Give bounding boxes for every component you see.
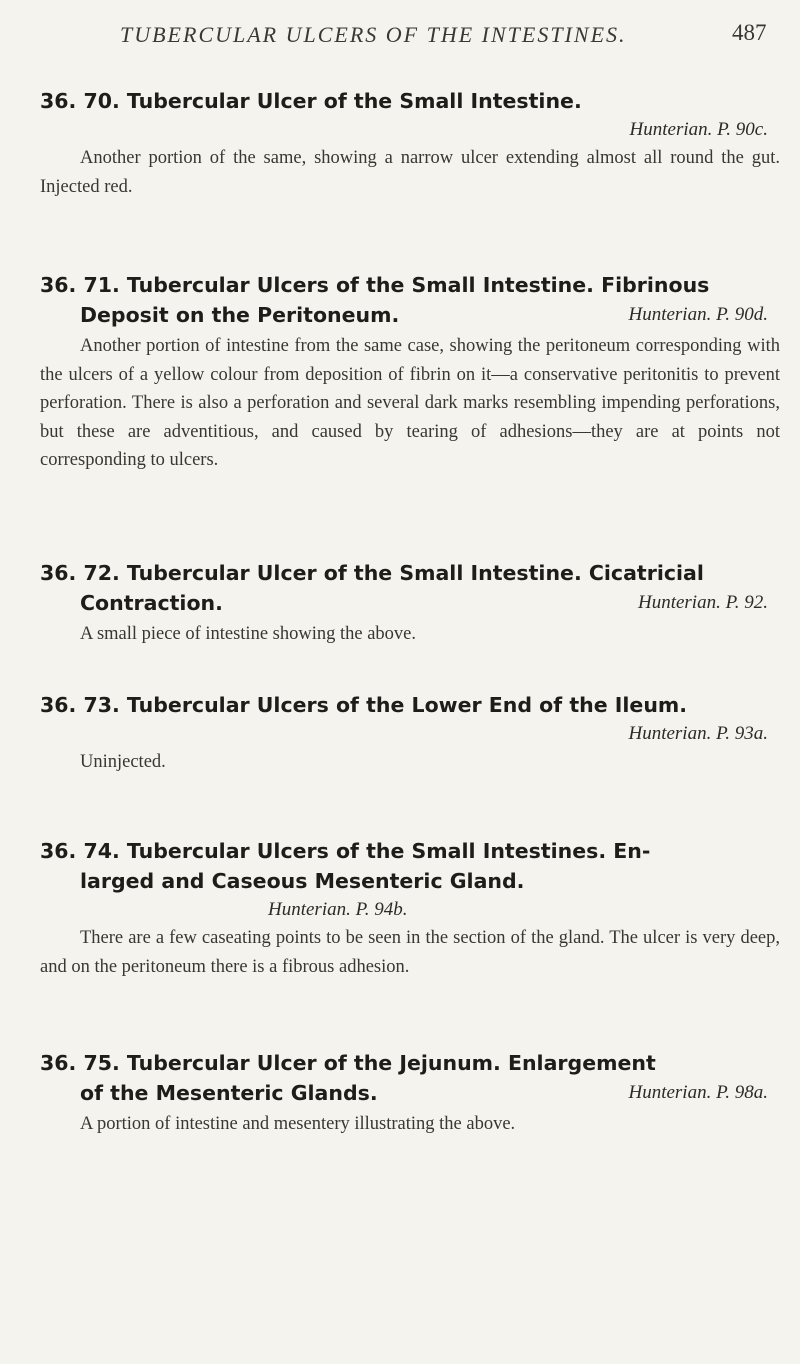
entry-description: Another portion of intestine from the same case, showing the peritoneum corresponding with the ulcers of a yellow colour from deposition of fibrin on it—a conservative peritonitis to prevent perforation. There is also a perforation and several dark marks resembling impending perforations, but these are adventitious, and caused by tearing of adhesions—they are at points not corresponding to ulcers. bbox=[40, 336, 780, 470]
entry-title-text: Tubercular Ulcer of the Jejunum. Enlargement bbox=[126, 1051, 656, 1075]
entry-reference: Hunterian. P. 98a. bbox=[628, 1082, 768, 1103]
entry-title-continued bbox=[40, 300, 780, 330]
entry-reference: Hunterian. P. 93a. bbox=[628, 723, 768, 744]
catalogue-entry bbox=[40, 690, 780, 777]
entry-number: 36. 75. bbox=[40, 1051, 120, 1075]
entry-reference: Hunterian. P. 92. bbox=[637, 592, 768, 613]
entry-reference: Hunterian. P. 94b. bbox=[268, 899, 408, 920]
entry-title-text: Tubercular Ulcer of the Small Intestine. bbox=[126, 89, 582, 113]
entry-title bbox=[40, 558, 780, 618]
entry-title bbox=[40, 270, 780, 330]
entry-title bbox=[40, 1048, 780, 1108]
entry-number: 36. 72. bbox=[40, 561, 120, 585]
entry-title-text: Tubercular Ulcers of the Small Intestines. En- bbox=[126, 839, 651, 863]
catalogue-entry bbox=[40, 1048, 780, 1139]
entry-title-text-line2: Contraction. bbox=[80, 591, 223, 615]
entry-number: 36. 73. bbox=[40, 693, 120, 717]
entry-title-text: Tubercular Ulcers of the Small Intestine. Fibrinous bbox=[126, 273, 710, 297]
entry-title bbox=[40, 836, 780, 896]
entry-title-continued bbox=[40, 1078, 780, 1108]
entry-title-continued: larged and Caseous Mesenteric Gland. bbox=[80, 869, 525, 893]
entry-title-text: Tubercular Ulcer of the Small Intestine. Cicatricial bbox=[126, 561, 704, 585]
entry-description: A portion of intestine and mesentery illustrating the above. bbox=[80, 1114, 516, 1134]
catalogue-entry bbox=[40, 86, 780, 201]
entry-description: A small piece of intestine showing the above. bbox=[80, 624, 417, 644]
entry-title bbox=[40, 690, 780, 720]
entry-title-continued bbox=[40, 588, 780, 618]
entry-number: 36. 70. bbox=[40, 89, 120, 113]
entry-number: 36. 71. bbox=[40, 273, 120, 297]
entry-reference: Hunterian. P. 90d. bbox=[628, 304, 768, 325]
entry-number: 36. 74. bbox=[40, 839, 120, 863]
entry-title-text: Tubercular Ulcers of the Lower End of the Ileum. bbox=[126, 693, 688, 717]
catalogue-entry bbox=[40, 836, 780, 981]
entry-title-text-line2: of the Mesenteric Glands. bbox=[80, 1081, 378, 1105]
catalogue-entry bbox=[40, 558, 780, 649]
entry-description: Another portion of the same, showing a narrow ulcer extending almost all round the gut. Injected red. bbox=[40, 148, 780, 197]
entry-title-text-line2: Deposit on the Peritoneum. bbox=[80, 303, 400, 327]
running-head: TUBERCULAR ULCERS OF THE INTESTINES. bbox=[120, 22, 627, 47]
catalogue-entry bbox=[40, 270, 780, 475]
page-number: 487 bbox=[732, 20, 767, 45]
entry-reference: Hunterian. P. 90c. bbox=[629, 119, 768, 140]
entry-title bbox=[40, 86, 780, 116]
entry-description: Uninjected. bbox=[80, 752, 166, 772]
entry-description: There are a few caseating points to be seen in the section of the gland. The ulcer is very deep, and on the peritoneum there is a fibrous adhesion. bbox=[40, 928, 780, 977]
